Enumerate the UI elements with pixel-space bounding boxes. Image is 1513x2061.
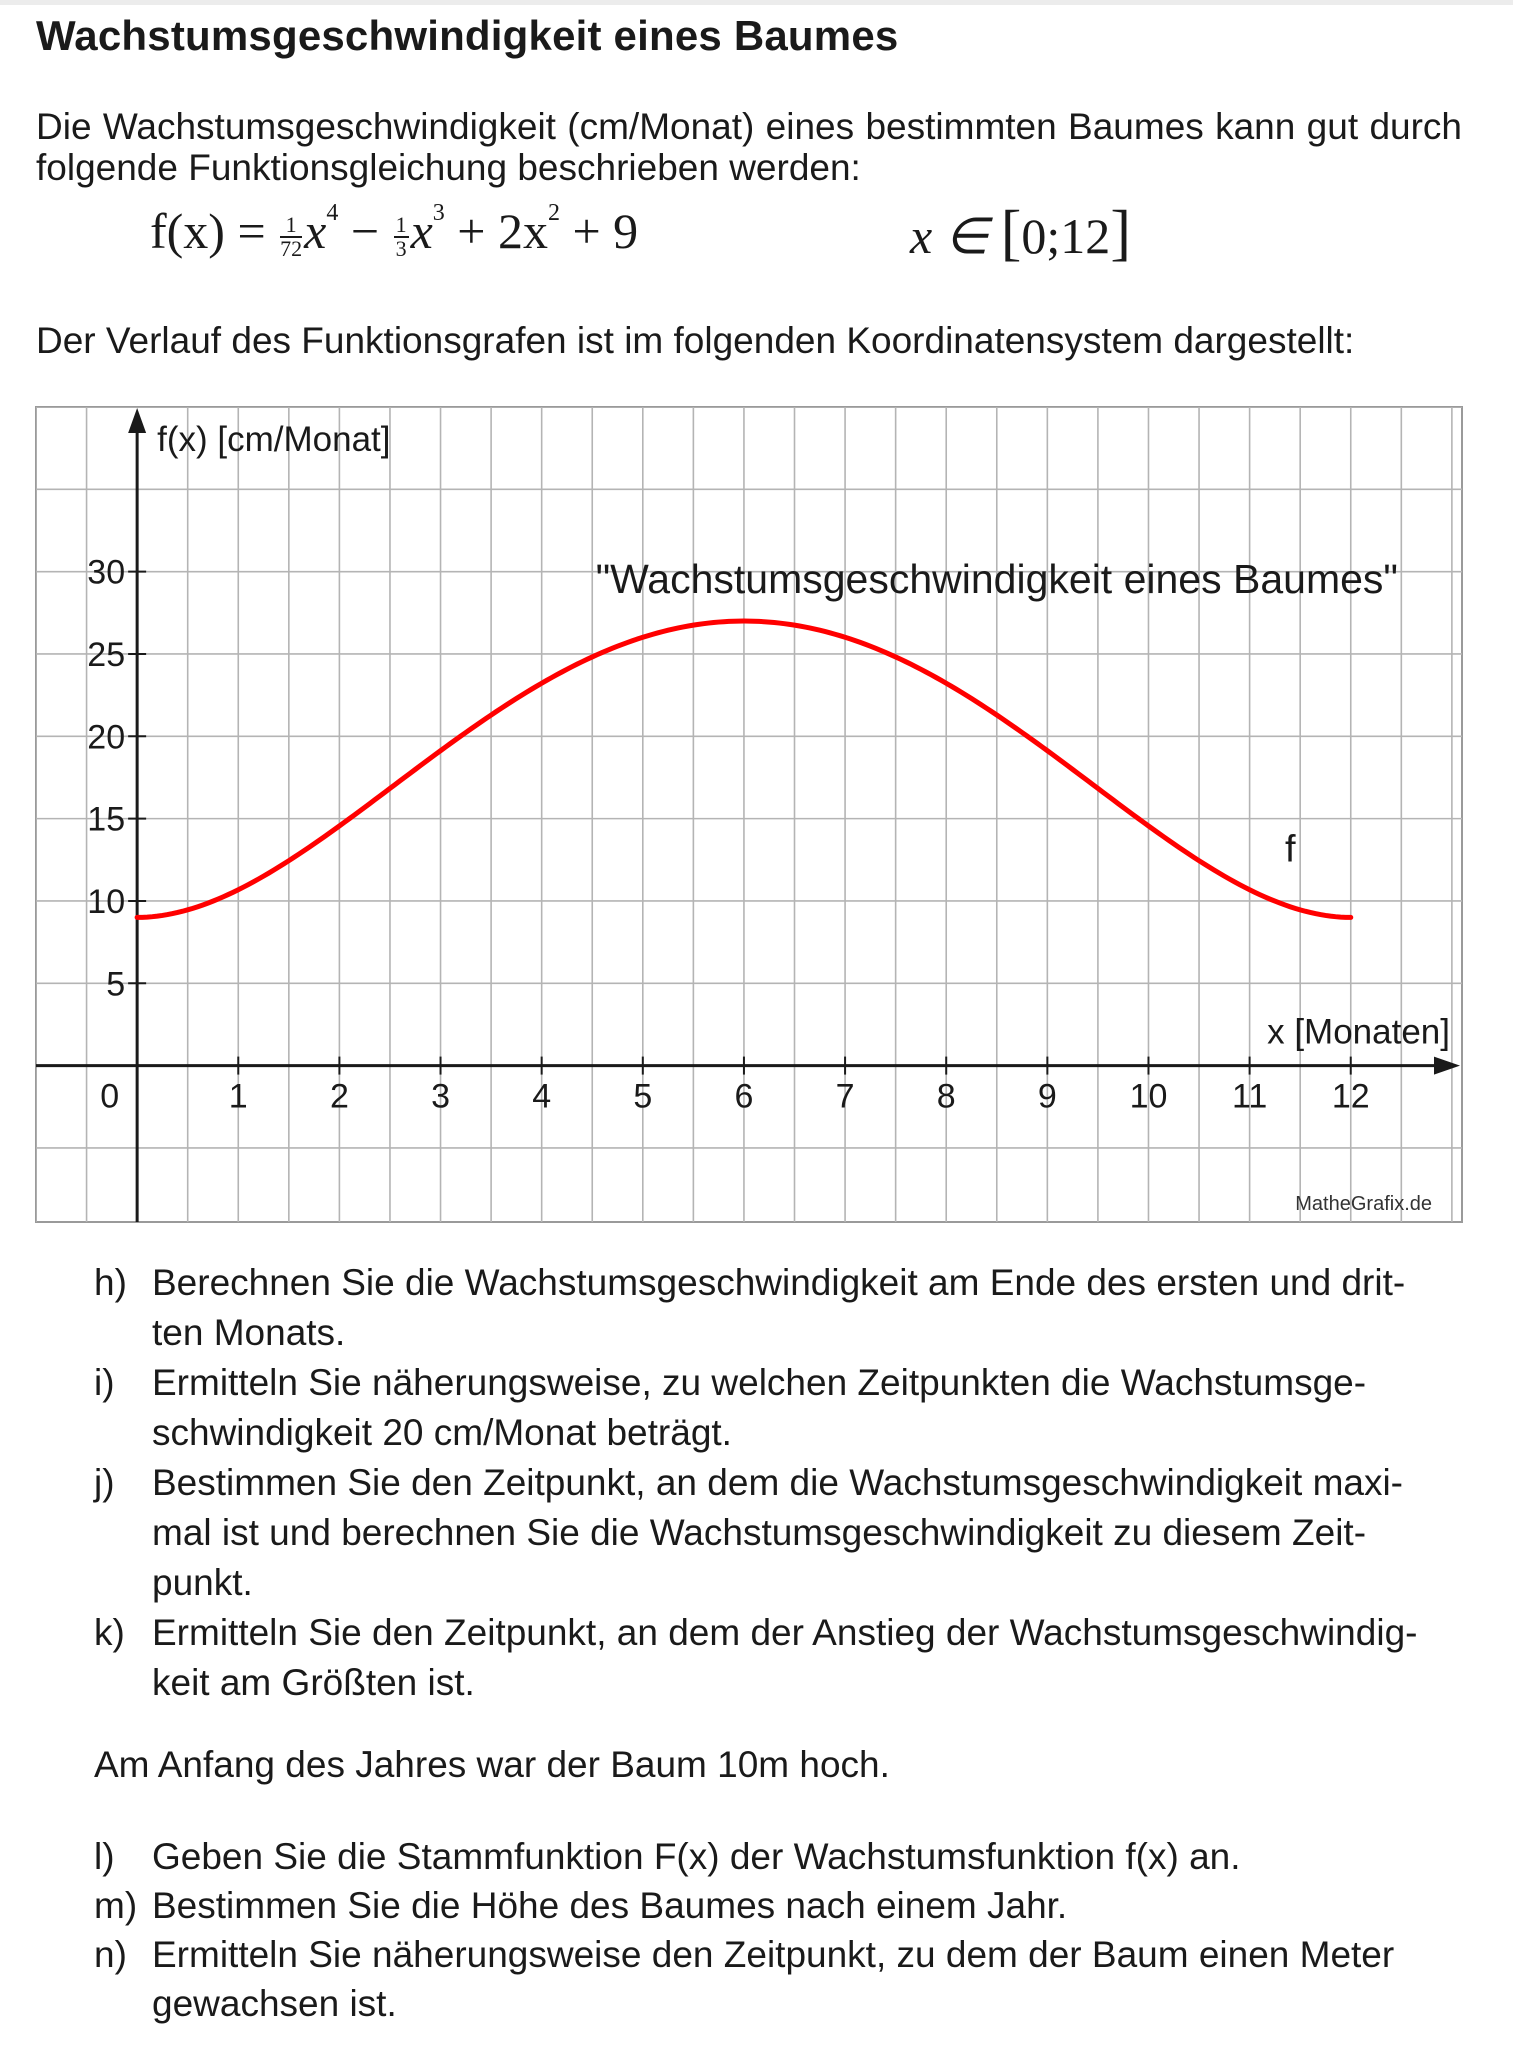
x-tick-label: 8: [936, 1077, 956, 1116]
task-text: [152, 1881, 1464, 1930]
task-line: gewachsen ist.: [152, 1983, 397, 2024]
formula-term-2: x: [410, 203, 433, 259]
y-tick-label: 5: [106, 965, 126, 1004]
task-label: k): [94, 1612, 125, 1653]
task-text: [152, 1458, 1464, 1608]
task-line: Bestimmen Sie die Höhe des Baumes nach einem Jahr.: [152, 1885, 1068, 1926]
task-n: [94, 1930, 1464, 2028]
x-tick-label: 6: [734, 1077, 754, 1116]
task-text: [152, 1832, 1464, 1881]
y-tick-label: 20: [87, 718, 126, 757]
domain-open-bracket: [: [1000, 199, 1022, 267]
page-title: Wachstumsgeschwindigkeit eines Baumes: [36, 12, 899, 59]
x-tick-label: 4: [532, 1077, 552, 1116]
exponent-2: 2: [547, 200, 560, 226]
chart-intro-text: Der Verlauf des Funktionsgrafen ist im folgenden Koordinatensystem dargestellt:: [36, 320, 1355, 361]
x-tick-label: 10: [1129, 1077, 1168, 1116]
function-equation: [150, 200, 638, 260]
chart-container: [0, 400, 1513, 1230]
x-axis-label: x [Monaten]: [1267, 1012, 1450, 1052]
domain-close-bracket: ]: [1110, 199, 1131, 267]
formula-term-3: + 2x: [457, 203, 548, 259]
task-label: m): [94, 1885, 138, 1926]
task-line: ten Monats.: [152, 1312, 346, 1353]
y-tick-label: 15: [87, 800, 126, 839]
task-label: h): [94, 1262, 127, 1303]
task-k: [94, 1608, 1464, 1708]
chart-title: "Wachstumsgeschwindigkeit eines Baumes": [595, 556, 1398, 603]
task-text: [152, 1608, 1464, 1708]
task-j: [94, 1458, 1464, 1608]
task-line: Berechnen Sie die Wachstumsgeschwindigkeit am Ende des ersten und drit-: [152, 1262, 1406, 1303]
task-label: i): [94, 1362, 115, 1403]
function-chart: [0, 400, 1513, 1230]
x-tick-label: 3: [431, 1077, 450, 1116]
task-line: keit am Größten ist.: [152, 1662, 475, 1703]
task-l: [94, 1832, 1464, 1881]
fraction-1-72: $\frac{1}{72}$: [280, 211, 303, 261]
top-border: [0, 0, 1513, 5]
exponent-4: 4: [326, 200, 339, 226]
y-axis-label: f(x) [cm/Monat]: [157, 420, 391, 459]
task-label: n): [94, 1934, 127, 1975]
function-domain: [910, 198, 1131, 269]
formula-constant: + 9: [572, 203, 639, 259]
y-tick-label: 10: [87, 882, 126, 921]
exponent-3: 3: [432, 200, 445, 226]
x-tick-label: 9: [1037, 1077, 1057, 1116]
x-tick-label: 2: [329, 1077, 349, 1116]
intro-text: Die Wachstumsgeschwindigkeit (cm/Monat) eines bestimmten Baumes kann gut durch folgende Funktionsgleichung beschrieben werden:: [36, 106, 1462, 188]
task-line: Geben Sie die Stammfunktion F(x) der Wachstumsfunktion f(x) an.: [152, 1836, 1241, 1877]
task-h: [94, 1258, 1464, 1358]
formula-lhs: f(x) =: [150, 203, 266, 259]
domain-range: 0;12: [1021, 208, 1111, 264]
formula-term-1: x: [304, 203, 327, 259]
task-label: j): [94, 1462, 115, 1503]
task-list-part-1: [94, 1258, 1464, 1708]
y-tick-label: 30: [87, 553, 126, 592]
task-i: [94, 1358, 1464, 1458]
x-tick-label: 7: [835, 1077, 855, 1116]
x-tick-label: 12: [1331, 1077, 1370, 1116]
y-tick-label: 25: [87, 635, 126, 674]
curve-label-f: f: [1285, 828, 1296, 871]
task-line: schwindigkeit 20 cm/Monat beträgt.: [152, 1412, 732, 1453]
origin-label: 0: [100, 1077, 120, 1116]
domain-variable: x ∈: [910, 208, 989, 264]
task-text: [152, 1258, 1464, 1358]
task-line: Bestimmen Sie den Zeitpunkt, an dem die Wachstumsgeschwindigkeit maxi-: [152, 1462, 1404, 1503]
fraction-1-3: $\frac{1}{3}$: [395, 211, 407, 261]
x-tick-label: 11: [1231, 1077, 1268, 1116]
task-line: Ermitteln Sie den Zeitpunkt, an dem der Anstieg der Wachstumsgeschwindig-: [152, 1612, 1418, 1653]
task-label: l): [94, 1836, 115, 1877]
task-line: punkt.: [152, 1562, 253, 1603]
x-tick-label: 1: [228, 1077, 248, 1116]
task-line: Ermitteln Sie näherungsweise den Zeitpunkt, zu dem der Baum einen Meter: [152, 1934, 1395, 1975]
statement-text: Am Anfang des Jahres war der Baum 10m hoch.: [94, 1744, 890, 1785]
task-m: [94, 1881, 1464, 1930]
task-line: mal ist und berechnen Sie die Wachstumsgeschwindigkeit zu diesem Zeit-: [152, 1512, 1367, 1553]
task-text: [152, 1930, 1464, 2028]
task-line: Ermitteln Sie näherungsweise, zu welchen Zeitpunkten die Wachstumsge-: [152, 1362, 1367, 1403]
formula-minus: −: [350, 203, 380, 259]
task-list-part-2: [94, 1832, 1464, 2028]
x-tick-label: 5: [633, 1077, 653, 1116]
watermark: MatheGrafix.de: [1295, 1193, 1432, 1215]
task-text: [152, 1358, 1464, 1458]
